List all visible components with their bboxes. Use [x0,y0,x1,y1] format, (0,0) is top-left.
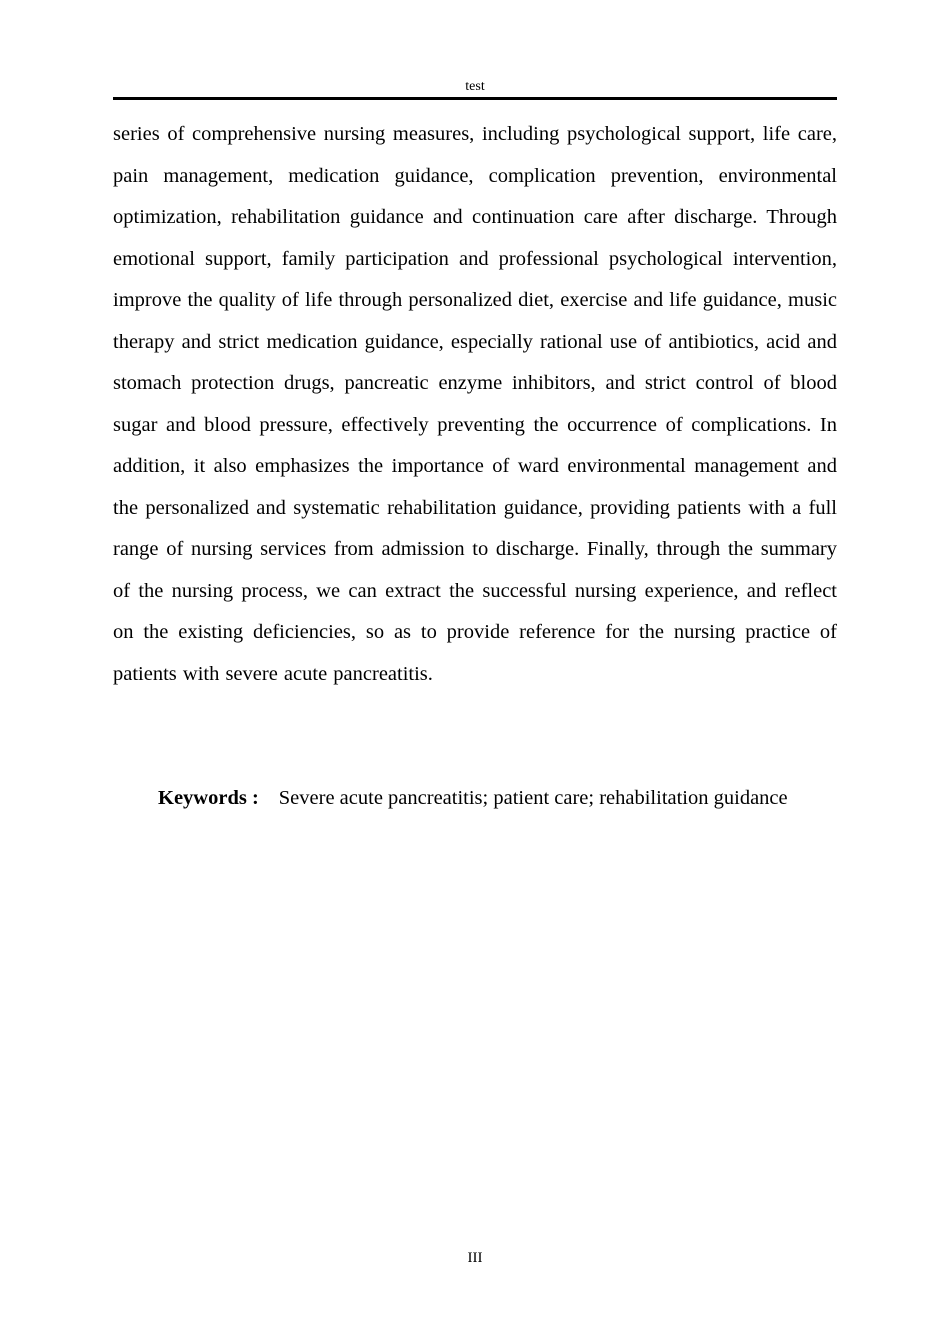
page-number: III [467,1250,483,1266]
header-rule [113,97,837,100]
keywords-label: Keywords : [158,787,259,809]
keywords-value: Severe acute pancreatitis; patient care; rehabilitation guidance [278,787,788,809]
abstract-paragraph: series of comprehensive nursing measures, including psychological support, life care, pain management, medication guidance, complication prevention, environmental optimization, rehabilitation guidance and continuation care after discharge. Through emotional support, family participation and professional psychological intervention, improve the quality of life through personalized diet, exercise and life guidance, music therapy and strict medication guidance, especially rational use of antibiotics, acid and stomach protection drugs, pancreatic enzyme inhibitors, and strict control of blood sugar and blood pressure, effectively preventing the occurrence of complications. In addition, it also emphasizes the importance of ward environmental management and the personalized and systematic rehabilitation guidance, providing patients with a full range of nursing services from admission to discharge. Finally, through the summary of the nursing process, we can extract the successful nursing experience, and reflect on the existing deficiencies, so as to provide reference for the nursing practice of patients with severe acute pancreatitis. [113,123,837,685]
keywords-line [113,778,837,820]
page-header: test [465,79,485,94]
